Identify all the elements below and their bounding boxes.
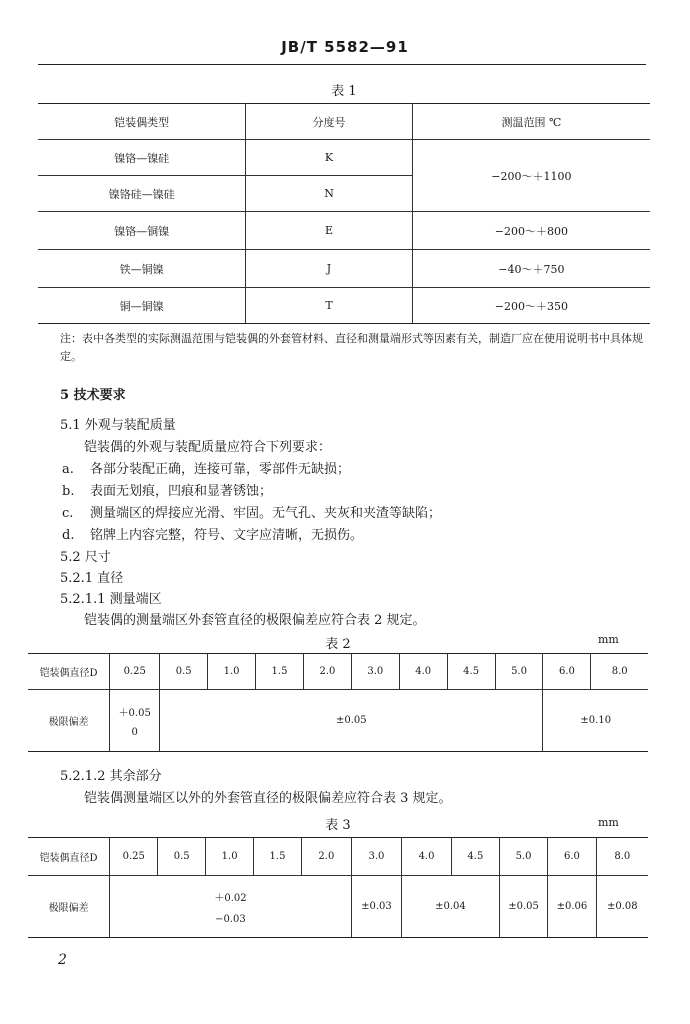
deviation-lower: −0.03 bbox=[215, 913, 246, 925]
table2-row-label: 铠装偶直径D bbox=[28, 654, 110, 690]
list-item bbox=[62, 504, 441, 524]
table3-deviation-3: ±0.03 bbox=[351, 876, 401, 938]
table1-type: 镍铬硅—镍硅 bbox=[38, 176, 246, 212]
table2-unit: mm bbox=[598, 633, 619, 646]
table1-range: −200～＋1100 bbox=[412, 140, 650, 212]
deviation-upper: ＋0.02 bbox=[214, 892, 247, 904]
list-mark: c. bbox=[62, 506, 74, 521]
section-5-2-1-heading: 5.2.1 直径 bbox=[60, 571, 124, 586]
table3-diameter: 1.0 bbox=[206, 838, 254, 876]
table1-caption: 表 1 bbox=[331, 84, 357, 99]
table3 bbox=[28, 837, 648, 938]
table1-type: 铁—铜镍 bbox=[38, 250, 246, 288]
standard-header: JB/T 5582—91 bbox=[281, 38, 409, 56]
list-item bbox=[62, 460, 350, 480]
list-item bbox=[62, 482, 272, 502]
table1-code: T bbox=[246, 288, 412, 324]
section-5-2-1-1-heading: 5.2.1.1 测量端区 bbox=[60, 592, 162, 607]
list-item bbox=[62, 526, 363, 546]
table3-diameter: 2.0 bbox=[301, 838, 351, 876]
table1-code: E bbox=[246, 212, 412, 250]
page-number: 2 bbox=[58, 952, 67, 968]
section-5-2-heading: 5.2 尺寸 bbox=[60, 550, 111, 565]
section-5-1-heading: 5.1 外观与装配质量 bbox=[60, 418, 176, 433]
table3-deviation-8: ±0.08 bbox=[596, 876, 648, 938]
table1-code: K bbox=[246, 140, 412, 176]
section-5-1-intro: 铠装偶的外观与装配质量应符合下列要求： bbox=[84, 440, 332, 455]
table3-diameter: 5.0 bbox=[499, 838, 547, 876]
table2-deviation-last: ±0.10 bbox=[543, 690, 648, 752]
section-5-2-1-2-text: 铠装偶测量端区以外的外套管直径的极限偏差应符合表 3 规定。 bbox=[84, 791, 452, 806]
table1-code: J bbox=[246, 250, 412, 288]
table1-code: N bbox=[246, 176, 412, 212]
header-rule bbox=[38, 64, 646, 65]
table3-diameter: 3.0 bbox=[351, 838, 401, 876]
table1-range: −200～＋350 bbox=[412, 288, 650, 324]
table1-header-code: 分度号 bbox=[246, 104, 412, 140]
section-5-2-1-1-text: 铠装偶的测量端区外套管直径的极限偏差应符合表 2 规定。 bbox=[84, 613, 426, 628]
table2-diameter: 8.0 bbox=[591, 654, 648, 690]
list-mark: d. bbox=[62, 528, 75, 543]
deviation-upper: ＋0.05 bbox=[118, 707, 151, 719]
table3-diameter: 6.0 bbox=[548, 838, 596, 876]
table3-caption: 表 3 bbox=[325, 818, 351, 833]
section-5-2-1-2-heading: 5.2.1.2 其余部分 bbox=[60, 769, 162, 784]
table3-deviation-5: ±0.05 bbox=[499, 876, 547, 938]
table1-range: −40～＋750 bbox=[412, 250, 650, 288]
table2-deviation-mid: ±0.05 bbox=[160, 690, 543, 752]
list-text: 表面无划痕，凹痕和显著锈蚀； bbox=[90, 484, 273, 499]
list-mark: b. bbox=[62, 484, 75, 499]
table3-diameter: 0.5 bbox=[158, 838, 206, 876]
table3-diameter: 4.5 bbox=[451, 838, 499, 876]
table1-type: 铜—铜镍 bbox=[38, 288, 246, 324]
list-mark: a. bbox=[62, 462, 74, 477]
section-5-heading: 5 技术要求 bbox=[60, 388, 126, 403]
list-text: 各部分装配正确，连接可靠，零部件无缺损； bbox=[90, 462, 351, 477]
table1-range: −200～＋800 bbox=[412, 212, 650, 250]
table2-diameter: 0.25 bbox=[110, 654, 160, 690]
list-text: 测量端区的焊接应光滑、牢固。无气孔、夹灰和夹渣等缺陷； bbox=[90, 506, 442, 521]
table2-diameter: 2.0 bbox=[303, 654, 351, 690]
table2-diameter: 4.0 bbox=[399, 654, 447, 690]
table2-diameter: 3.0 bbox=[351, 654, 399, 690]
table2-diameter: 4.5 bbox=[447, 654, 495, 690]
table3-deviation-label: 极限偏差 bbox=[28, 876, 110, 938]
table2-caption: 表 2 bbox=[325, 637, 351, 652]
table3-deviation-6: ±0.06 bbox=[548, 876, 596, 938]
table3-diameter: 0.25 bbox=[110, 838, 158, 876]
table2-diameter: 5.0 bbox=[495, 654, 543, 690]
table3-deviation-cell bbox=[110, 876, 352, 938]
table1-type: 镍铬—铜镍 bbox=[38, 212, 246, 250]
table1-type: 镍铬—镍硅 bbox=[38, 140, 246, 176]
table1-note: 注：表中各类型的实际测温范围与铠装偶的外套管材料、直径和测量端形式等因素有关，制造厂应在使用说明书中具体规定。 bbox=[60, 332, 643, 363]
table1-header-type: 铠装偶类型 bbox=[38, 104, 246, 140]
table2-diameter: 6.0 bbox=[543, 654, 591, 690]
table2-diameter: 1.0 bbox=[208, 654, 256, 690]
table2-deviation-label: 极限偏差 bbox=[28, 690, 110, 752]
list-text: 铭牌上内容完整，符号、文字应清晰，无损伤。 bbox=[90, 528, 364, 543]
table3-diameter: 1.5 bbox=[254, 838, 302, 876]
deviation-lower: 0 bbox=[131, 726, 138, 738]
table3-diameter: 4.0 bbox=[402, 838, 452, 876]
table2-deviation-cell bbox=[110, 690, 160, 752]
table2-diameter: 0.5 bbox=[160, 654, 208, 690]
table2-diameter: 1.5 bbox=[256, 654, 304, 690]
table1 bbox=[38, 103, 650, 324]
table3-deviation-4: ±0.04 bbox=[402, 876, 500, 938]
table3-unit: mm bbox=[598, 816, 619, 829]
table3-diameter: 8.0 bbox=[596, 838, 648, 876]
table1-header-range: 测温范围 ℃ bbox=[412, 104, 650, 140]
table2 bbox=[28, 653, 648, 752]
table3-row-label: 铠装偶直径D bbox=[28, 838, 110, 876]
